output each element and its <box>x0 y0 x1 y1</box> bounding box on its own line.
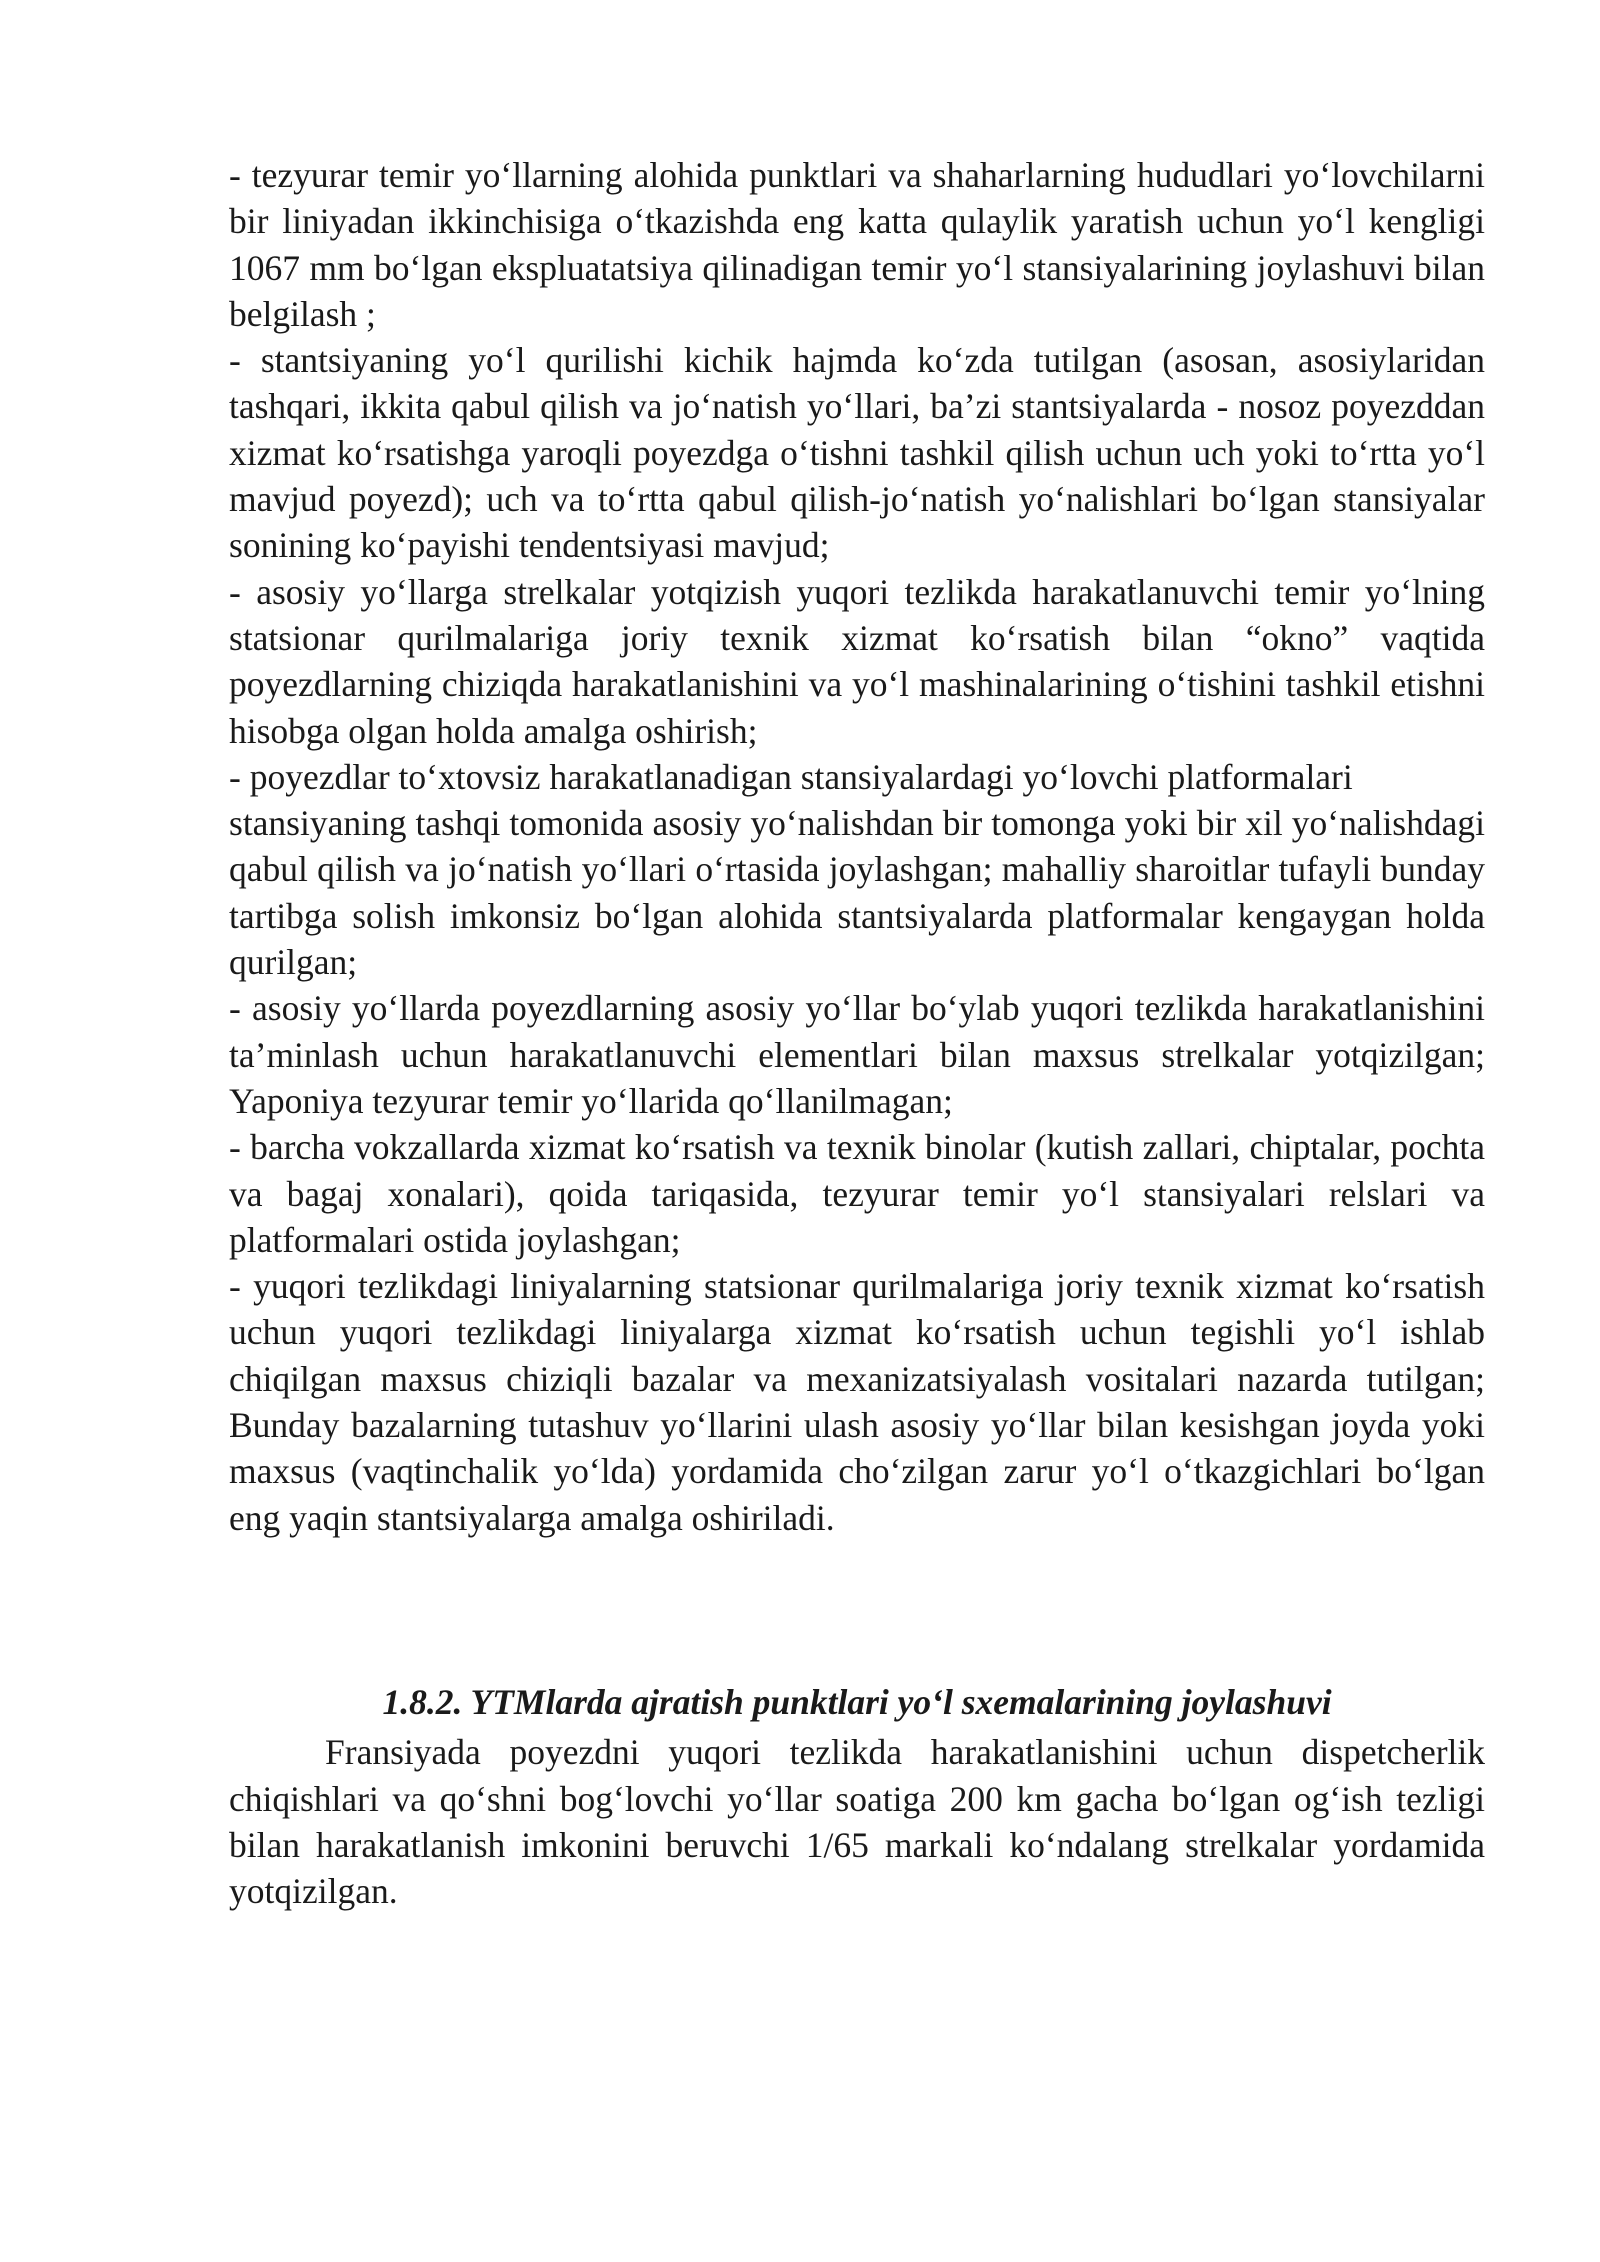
bullet-paragraph: - asosiy yo‘llarda poyezdlarning asosiy yo‘llar bo‘ylab yuqori tezlikda harakatlanishini ta’minlash uchun harakatlanuvchi elementlari bilan maxsus strelkalar yotqizilgan; Yaponiya tezyurar temir yo‘llarida qo‘llanilmagan; <box>229 988 1485 1121</box>
bullet-paragraph: - asosiy yo‘llarga strelkalar yotqizish yuqori tezlikda harakatlanuvchi temir yo‘lning statsionar qurilmalariga joriy texnik xizmat ko‘rsatish bilan “okno” vaqtida poyezdlarning chiziqda harakatlanishini va yo‘l mashinalarining o‘tishini tashkil etishni hisobga olgan holda amalga oshirish; <box>229 571 1485 751</box>
bullet-paragraph: - poyezdlar to‘xtovsiz harakatlanadigan stansiyalardagi yo‘lovchi platformalari <box>229 756 1353 797</box>
section-heading: 1.8.2. YTMlarda ajratish punktlari yo‘l sxemalarining joylashuvi <box>382 1681 1332 1722</box>
section-spacer <box>229 1541 1485 1679</box>
document-page <box>229 152 1485 1914</box>
bullet-paragraph: - tezyurar temir yo‘llarning alohida punktlari va shaharlarning hududlari yo‘lovchilarni bir liniyadan ikkinchisiga o‘tkazishda eng katta qulaylik yaratish uchun yo‘l kengligi 1067 mm bo‘lgan ekspluatatsiya qilinadigan temir yo‘l stansiyalarining joylashuvi bilan belgilash ; <box>229 155 1485 334</box>
section-paragraph: Fransiyada poyezdni yuqori tezlikda harakatlanishini uchun dispetcherlik chiqishlari va qo‘shni bog‘lovchi yo‘llar soatiga 200 km gacha bo‘lgan og‘ish tezligi bilan harakatlanish imkonini beruvchi 1/65 markali ko‘ndalang strelkalar yordamida yotqizilgan. <box>229 1732 1485 1912</box>
bullet-paragraph: - stantsiyaning yo‘l qurilishi kichik hajmda ko‘zda tutilgan (asosan, asosiylaridan tashqari, ikkita qabul qilish va jo‘natish yo‘llari, ba’zi stantsiyalarda - nosoz poyezddan xizmat ko‘rsatishga yaroqli poyezdga o‘tishni tashkil qilish uchun uch yoki to‘rtta yo‘l mavjud poyezd); uch va to‘rtta qabul qilish-jo‘natish yo‘nalishlari bo‘lgan stansiyalar sonining ko‘payishi tendentsiyasi mavjud; <box>229 340 1485 566</box>
bullet-paragraph: - yuqori tezlikdagi liniyalarning statsionar qurilmalariga joriy texnik xizmat ko‘rsatish uchun yuqori tezlikdagi liniyalarga xizmat ko‘rsatish uchun tegishli yo‘l ishlab chiqilgan maxsus chiziqli bazalar va mexanizatsiyalash vositalari nazarda tutilgan; Bunday bazalarning tutashuv yo‘llarini ulash asosiy yo‘llar bilan kesishgan joyda yoki maxsus (vaqtinchalik yo‘lda) yordamida cho‘zilgan zarur yo‘l o‘tkazgichlari bo‘lgan eng yaqin stantsiyalarga amalga oshiriladi. <box>229 1266 1485 1538</box>
bullet-paragraph: - barcha vokzallarda xizmat ko‘rsatish va texnik binolar (kutish zallari, chiptalar, pochta va bagaj xonalari), qoida tariqasida, tezyurar temir yo‘l stansiyalari relslari va platformalari ostida joylashgan; <box>229 1127 1485 1260</box>
continuation-paragraph: stansiyaning tashqi tomonida asosiy yo‘nalishdan bir tomonga yoki bir xil yo‘nalishdagi qabul qilish va jo‘natish yo‘llari o‘rtasida joylashgan; mahalliy sharoitlar tufayli bunday tartibga solish imkonsiz bo‘lgan alohida stantsiyalarda platformalar kengaygan holda qurilgan; <box>229 803 1485 983</box>
